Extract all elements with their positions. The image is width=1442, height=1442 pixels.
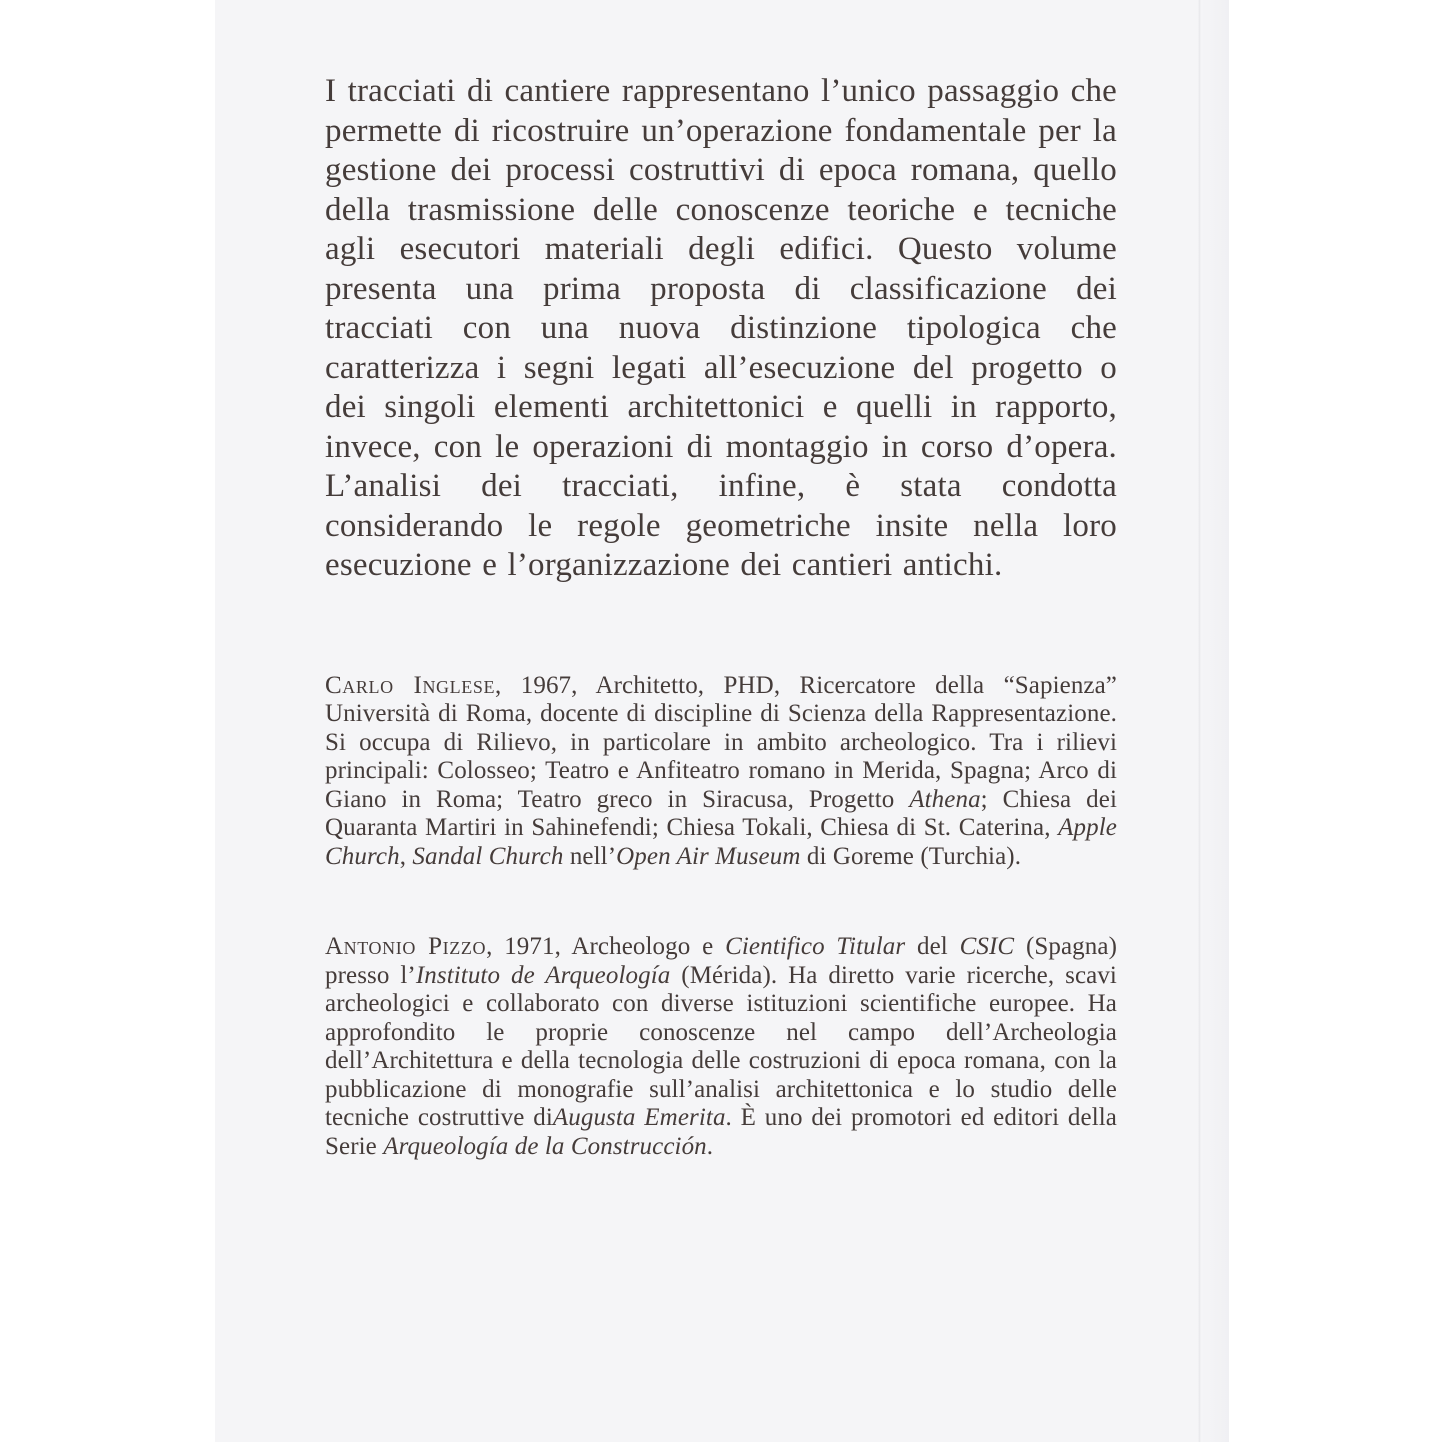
title-cientifico-titular: Cientifico Titular bbox=[725, 933, 906, 960]
author-bio-carlo-inglese bbox=[325, 672, 1117, 872]
bio-text: (Mérida). Ha diretto varie ricerche, scavi archeologici e collaborato con diverse istituzioni scientifiche europee. Ha approfondito le proprie conoscenze nel campo dell’Archeologia dell’Architettura e della tecnologia delle costruzioni di epoca romana, con la pubblicazione di monografie sull’analisi architettonica e lo studio delle tecniche costruttive di bbox=[325, 961, 1117, 1131]
bio-text: , 1971, Archeologo e bbox=[486, 933, 726, 960]
bio-text: . bbox=[706, 1132, 714, 1160]
author-name-carlo-inglese: Carlo Inglese bbox=[325, 671, 496, 699]
bio-text: del bbox=[905, 933, 960, 960]
bio-text: , bbox=[399, 842, 413, 870]
series-title-arqueologia-de-la-construccion: Arqueología de la Construcción bbox=[383, 1132, 707, 1160]
work-title-athena: Athena bbox=[909, 785, 981, 813]
book-page bbox=[215, 0, 1229, 1442]
author-name-antonio-pizzo: Antonio Pizzo bbox=[325, 933, 487, 960]
work-title-augusta-emerita: Augusta Emerita bbox=[552, 1104, 726, 1131]
org-csic: CSIC bbox=[959, 933, 1015, 960]
work-title-open-air-museum: Open Air Museum bbox=[616, 842, 801, 870]
bio-text: ; Chiesa dei Quaranta Martiri in Sahinefendi; Chiesa Tokali, Chiesa di St. Caterina, bbox=[325, 785, 1117, 841]
bio-text: . È uno dei promotori ed editori della Serie bbox=[325, 1104, 1117, 1160]
bio-text: (Spagna) presso l’ bbox=[325, 933, 1117, 989]
bio-text: nell’ bbox=[563, 842, 617, 870]
bio-text: , 1967, Architetto, PHD, Ricercatore della “Sapienza” Università di Roma, docente di discipline di Scienza della Rappresentazione. Si occupa di Rilievo, in particolare in ambito archeologico. Tra i rilievi principali: Colosseo; Teatro e Anfiteatro romano in Merida, Spagna; Arco di Giano in Roma; Teatro greco in Siracusa, Progetto bbox=[325, 671, 1118, 813]
work-title-apple-church: Apple Church bbox=[325, 814, 1117, 870]
author-bio-antonio-pizzo bbox=[325, 933, 1117, 1161]
org-instituto-de-arqueologia: Instituto de Arqueología bbox=[415, 961, 671, 989]
bio-text: di Goreme (Turchia). bbox=[800, 842, 1022, 870]
work-title-sandal-church: Sandal Church bbox=[412, 842, 564, 870]
page-content bbox=[325, 0, 1117, 1161]
synopsis-paragraph: I tracciati di cantiere rappresentano l’unico passaggio che permette di ricostruire un’operazione fondamentale per la gestione dei processi costruttivi di epoca romana, quello della trasmissione delle conoscenze teoriche e tecniche agli esecutori materiali degli edifici. Questo volume presenta una prima proposta di classificazione dei tracciati con una nuova distinzione tipologica che caratterizza i segni legati all’esecuzione del progetto o dei singoli elementi architettonici e quelli in rapporto, invece, con le operazioni di montaggio in corso d’opera. L’analisi dei tracciati, infine, è stata condotta considerando le regole geometriche insite nella loro esecuzione e l’organizzazione dei cantieri antichi. bbox=[325, 73, 1117, 583]
